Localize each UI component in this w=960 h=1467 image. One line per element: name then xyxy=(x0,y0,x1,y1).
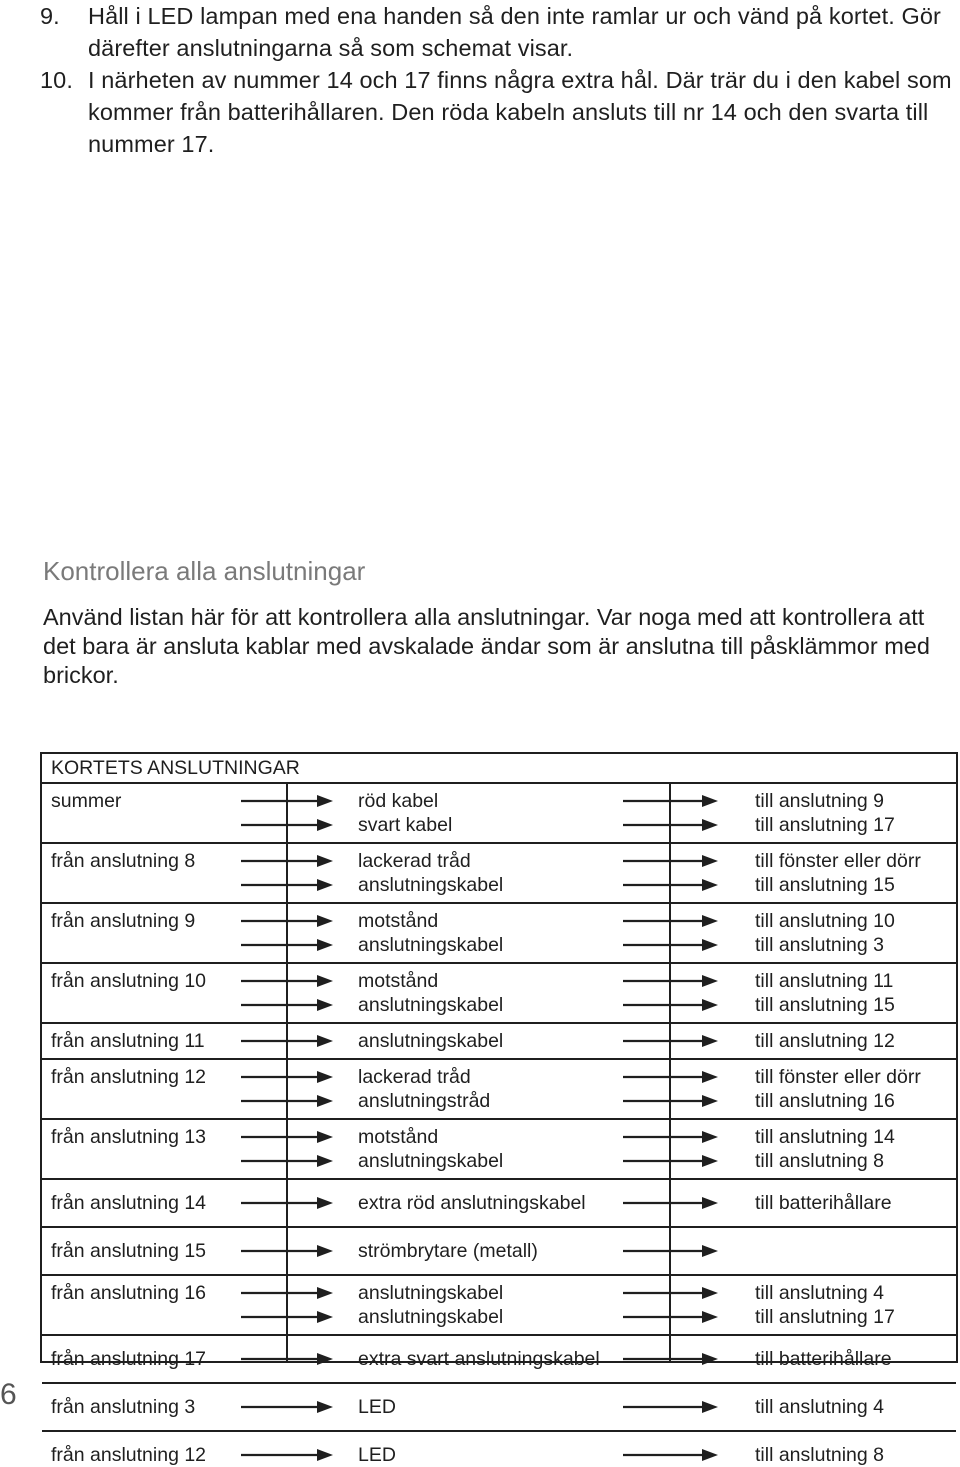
via-cell: lackerad tråd xyxy=(358,850,471,872)
via-cell: anslutningskabel xyxy=(358,1030,504,1052)
row-divider xyxy=(42,1226,956,1228)
arrow-icon xyxy=(623,1154,718,1168)
arrow-icon xyxy=(241,1034,333,1048)
arrow-icon xyxy=(241,938,333,952)
from-cell: summer xyxy=(51,790,122,812)
header-divider xyxy=(42,782,956,784)
arrow-icon xyxy=(241,1196,333,1210)
to-cell: till anslutning 11 xyxy=(755,970,894,992)
step-text: I närheten av nummer 14 och 17 finns några extra hål. Där trär du i den kabel som kommer från batterihållaren. Den röda kabeln ansluts till nr 14 och den svarta till nummer 17. xyxy=(88,67,952,157)
via-cell: LED xyxy=(358,1396,396,1418)
arrow-icon xyxy=(623,1352,718,1366)
arrow-icon xyxy=(241,1094,333,1108)
arrow-icon xyxy=(241,854,333,868)
arrow-icon xyxy=(623,1448,718,1462)
from-cell: från anslutning 13 xyxy=(51,1126,207,1148)
from-cell: från anslutning 14 xyxy=(51,1192,207,1214)
arrow-icon xyxy=(241,818,333,832)
step-9 xyxy=(40,0,960,64)
arrow-icon xyxy=(241,974,333,988)
arrow-icon xyxy=(241,794,333,808)
to-cell: till anslutning 17 xyxy=(755,814,895,836)
arrow-icon xyxy=(241,1310,333,1324)
via-cell: lackerad tråd xyxy=(358,1066,471,1088)
row-divider xyxy=(42,1022,956,1024)
row-divider xyxy=(42,962,956,964)
to-cell: till anslutning 8 xyxy=(755,1444,884,1466)
arrow-icon xyxy=(623,1034,718,1048)
arrow-icon xyxy=(241,1400,333,1414)
via-cell: anslutningskabel xyxy=(358,1150,504,1172)
arrow-icon xyxy=(241,1244,333,1258)
via-cell: anslutningskabel xyxy=(358,874,504,896)
to-cell: till fönster eller dörr xyxy=(755,850,921,872)
to-cell: till anslutning 17 xyxy=(755,1306,895,1328)
arrow-icon xyxy=(241,1286,333,1300)
row-divider xyxy=(42,842,956,844)
arrow-icon xyxy=(623,998,718,1012)
via-cell: LED xyxy=(358,1444,396,1466)
to-cell: till anslutning 8 xyxy=(755,1150,884,1172)
to-cell: till anslutning 10 xyxy=(755,910,895,932)
arrow-icon xyxy=(241,1352,333,1366)
row-divider xyxy=(42,902,956,904)
via-cell: anslutningstråd xyxy=(358,1090,491,1112)
arrow-icon xyxy=(623,854,718,868)
row-divider xyxy=(42,1178,956,1180)
to-cell: till anslutning 15 xyxy=(755,994,895,1016)
arrow-icon xyxy=(623,974,718,988)
arrow-icon xyxy=(623,1400,718,1414)
from-cell: från anslutning 3 xyxy=(51,1396,196,1418)
to-cell: till anslutning 15 xyxy=(755,874,895,896)
to-cell: till anslutning 3 xyxy=(755,934,884,956)
arrow-icon xyxy=(623,1196,718,1210)
row-divider xyxy=(42,1334,956,1336)
arrow-icon xyxy=(623,794,718,808)
via-cell: anslutningskabel xyxy=(358,1282,504,1304)
to-cell: till fönster eller dörr xyxy=(755,1066,921,1088)
to-cell: till batterihållare xyxy=(755,1348,892,1370)
table-header: KORTETS ANSLUTNINGAR xyxy=(51,757,300,779)
step-text: Håll i LED lampan med ena handen så den inte ramlar ur och vänd på kortet. Gör därefter anslutningarna så som schemat visar. xyxy=(88,3,941,61)
via-cell: anslutningskabel xyxy=(358,1306,504,1328)
to-cell: till anslutning 4 xyxy=(755,1396,884,1418)
to-cell: till anslutning 14 xyxy=(755,1126,895,1148)
row-divider xyxy=(42,1274,956,1276)
page-number: 6 xyxy=(0,1378,17,1411)
to-cell: till anslutning 9 xyxy=(755,790,884,812)
arrow-icon xyxy=(623,1310,718,1324)
arrow-icon xyxy=(623,1286,718,1300)
via-cell: motstånd xyxy=(358,970,439,992)
from-cell: från anslutning 9 xyxy=(51,910,196,932)
connections-table xyxy=(40,752,958,1466)
to-cell: till batterihållare xyxy=(755,1192,892,1214)
arrow-icon xyxy=(623,938,718,952)
via-cell: anslutningskabel xyxy=(358,994,504,1016)
via-cell: anslutningskabel xyxy=(358,934,504,956)
via-cell: svart kabel xyxy=(358,814,453,836)
via-cell: röd kabel xyxy=(358,790,439,812)
row-divider xyxy=(42,1382,956,1384)
to-cell: till anslutning 16 xyxy=(755,1090,895,1112)
step-10 xyxy=(40,64,960,160)
arrow-icon xyxy=(241,878,333,892)
row-divider xyxy=(42,1058,956,1060)
arrow-icon xyxy=(623,914,718,928)
via-cell: motstånd xyxy=(358,1126,439,1148)
row-divider xyxy=(42,1118,956,1120)
arrow-icon xyxy=(241,1154,333,1168)
from-cell: från anslutning 8 xyxy=(51,850,196,872)
via-cell: extra svart anslutningskabel xyxy=(358,1348,600,1370)
via-cell: extra röd anslutningskabel xyxy=(358,1192,586,1214)
via-cell: strömbrytare (metall) xyxy=(358,1240,538,1262)
arrow-icon xyxy=(241,1448,333,1462)
arrow-icon xyxy=(241,1130,333,1144)
arrow-icon xyxy=(241,998,333,1012)
section-title: Kontrollera alla anslutningar xyxy=(43,556,366,586)
step-number: 10. xyxy=(40,67,73,93)
to-cell: till anslutning 12 xyxy=(755,1030,895,1052)
step-number: 9. xyxy=(40,3,60,29)
arrow-icon xyxy=(623,1130,718,1144)
arrow-icon xyxy=(623,818,718,832)
arrow-icon xyxy=(623,1070,718,1084)
from-cell: från anslutning 12 xyxy=(51,1444,207,1466)
from-cell: från anslutning 10 xyxy=(51,970,207,992)
arrow-icon xyxy=(623,1094,718,1108)
from-cell: från anslutning 16 xyxy=(51,1282,207,1304)
from-cell: från anslutning 11 xyxy=(51,1030,205,1052)
from-cell: från anslutning 17 xyxy=(51,1348,207,1370)
row-divider xyxy=(42,1430,956,1432)
arrow-icon xyxy=(623,878,718,892)
to-cell: till anslutning 4 xyxy=(755,1282,884,1304)
from-cell: från anslutning 12 xyxy=(51,1066,207,1088)
from-cell: från anslutning 15 xyxy=(51,1240,207,1262)
arrow-icon xyxy=(623,1244,718,1258)
section-intro: Använd listan här för att kontrollera alla anslutningar. Var noga med att kontrollera att det bara är ansluta kablar med avskalade ändar som är anslutna till påsklämmor med brickor. xyxy=(43,604,930,688)
arrow-icon xyxy=(241,914,333,928)
arrow-icon xyxy=(241,1070,333,1084)
via-cell: motstånd xyxy=(358,910,439,932)
